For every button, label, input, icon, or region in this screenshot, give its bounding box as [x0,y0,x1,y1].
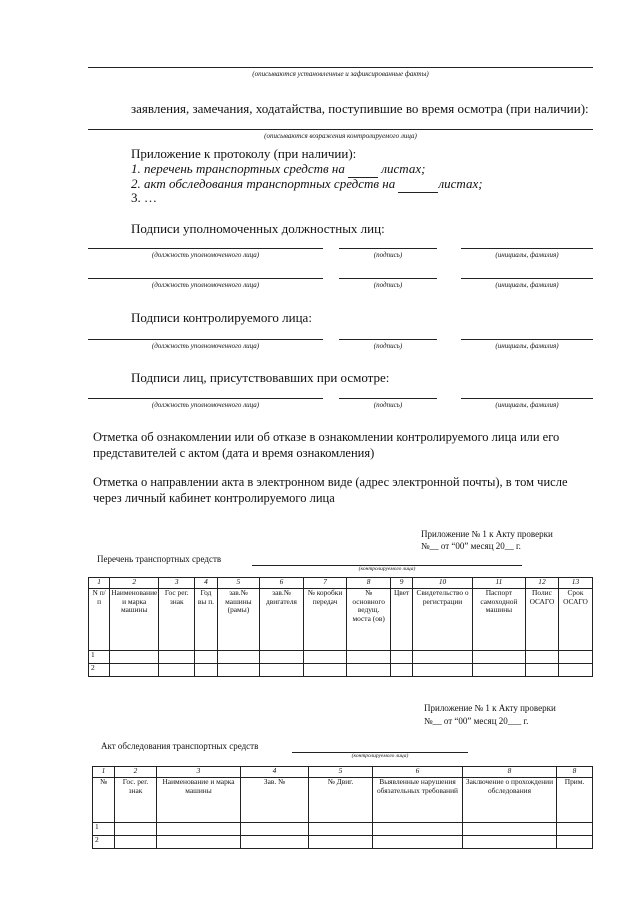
sig2-position-caption: (должность уполномоченного лица) [151,281,260,289]
row-number: 2 [93,836,115,849]
sig4-signature-line [339,398,437,399]
facts-caption: (описываются установленные и зафиксированные факты) [252,70,429,78]
appendix-item-2-suffix: листах; [438,176,483,191]
table-row [89,651,593,664]
sig3-initials-line [461,339,593,340]
appendix2-title-line1: Приложение № 1 к Акту проверки [424,703,556,713]
col-number: 9 [390,578,412,589]
row-number: 1 [89,651,110,664]
sig4-initials-caption: (инициалы, фамилия) [495,401,559,409]
act-table-header-row [93,778,593,823]
col-number: 6 [260,578,304,589]
col-number: 3 [159,578,195,589]
col-number: 10 [413,578,473,589]
vehicle-list-caption: (контролируемого лица) [358,566,416,572]
sig2-signature-caption: (подпись) [373,281,403,289]
sig2-initials-line [461,278,593,279]
col-header: Заключение о прохождении обследования [463,778,557,823]
sig1-position-line [88,248,323,249]
col-number: 8 [557,767,593,778]
sig3-signature-line [339,339,437,340]
controlled-heading: Подписи контролируемого лица: [131,310,312,325]
act-table-number-row [93,767,593,778]
col-number: 1 [89,578,110,589]
table-row [93,836,593,849]
present-heading: Подписи лиц, присутствовавших при осмотре: [131,370,390,385]
electronic-note: Отметка о направлении акта в электронном виде (адрес электронной почты), в том числе через личный кабинет контролируемого лица [93,475,568,505]
col-header: зав.№ машины (рамы) [217,589,260,651]
col-header: Свидетельство о регистрации [413,589,473,651]
col-number: 6 [373,767,463,778]
sig1-position-caption: (должность уполномоченного лица) [151,251,260,259]
col-number: 4 [241,767,309,778]
sig1-initials-caption: (инициалы, фамилия) [495,251,559,259]
inspection-act-label: Акт обследования транспортных средств [101,741,259,751]
sig2-signature-line [339,278,437,279]
col-header: N п/ п [89,589,110,651]
col-number: 1 [93,767,115,778]
sig3-position-line [88,339,323,340]
col-number: 11 [472,578,525,589]
vehicle-list-table [88,577,593,677]
inspection-act-table [92,766,593,849]
appendix-heading: Приложение к протоколу (при наличии): [131,146,357,161]
col-header: Год вы п. [195,589,217,651]
sig2-position-line [88,278,323,279]
sig1-signature-line [339,248,437,249]
statements-caption: (описываются возражения контролируемого лица) [264,132,417,140]
col-header: Цвет [390,589,412,651]
table-row [89,664,593,677]
vehicle-list-label: Перечень транспортных средств [97,554,222,564]
col-header: № коробки передач [303,589,347,651]
sig4-signature-caption: (подпись) [373,401,403,409]
appendix-item-2 [131,176,483,193]
sig4-position-line [88,398,323,399]
col-number: 12 [525,578,558,589]
sig3-position-caption: (должность уполномоченного лица) [151,342,260,350]
vehicle-table-number-row [89,578,593,589]
col-number: 5 [217,578,260,589]
acknowledgement-note: Отметка об ознакомлении или об отказе в ознакомлении контролируемого лица или его представителей с актом (дата и время ознакомления) [93,430,560,460]
appendix-item-2-blank [398,176,438,193]
sig3-signature-caption: (подпись) [373,342,403,350]
statements-label: заявления, замечания, ходатайства, поступившие во время осмотра (при наличии): [131,101,589,116]
appendix2-title-line2: №__ от “00” месяц 20___ г. [424,716,529,726]
col-header: Гос рег. знак [159,589,195,651]
appendix1-title-line1: Приложение № 1 к Акту проверки [421,529,553,539]
appendix-item-2-prefix: 2. акт обследования транспортных средств на [131,176,399,191]
appendix-item-3: 3. … [131,190,157,205]
col-number: 7 [303,578,347,589]
inspection-act-caption: (контролируемого лица) [351,753,409,759]
col-header: Наименование и марка машины [157,778,241,823]
col-number: 8 [347,578,391,589]
appendix-item-1-suffix: листах; [378,161,426,176]
col-header: Зав. № [241,778,309,823]
col-header: Срок ОСАГО [558,589,592,651]
sig4-position-caption: (должность уполномоченного лица) [151,401,260,409]
sig2-initials-caption: (инициалы, фамилия) [495,281,559,289]
col-header: зав.№ двигателя [260,589,304,651]
vehicle-table-header-row [89,589,593,651]
col-number: 3 [157,767,241,778]
col-header: № Двиг. [309,778,373,823]
table-row [93,823,593,836]
appendix1-title-line2: №__ от “00” месяц 20__ г. [421,541,521,551]
col-header: Наименование и марка машины [110,589,159,651]
col-header: № основного ведущ. моста (ов) [347,589,391,651]
officials-heading: Подписи уполномоченных должностных лиц: [131,221,385,236]
col-number: 4 [195,578,217,589]
col-number: 2 [115,767,157,778]
col-number: 2 [110,578,159,589]
statements-line [88,129,593,130]
col-header: Прим. [557,778,593,823]
facts-line [88,67,593,68]
col-header: Полис ОСАГО [525,589,558,651]
col-header: Выявленные нарушения обязательных требований [373,778,463,823]
col-number: 8 [463,767,557,778]
col-number: 5 [309,767,373,778]
col-header: № [93,778,115,823]
col-header: Паспорт самоходной машины [472,589,525,651]
row-number: 1 [93,823,115,836]
row-number: 2 [89,664,110,677]
col-number: 13 [558,578,592,589]
col-header: Гос. рег. знак [115,778,157,823]
sig1-initials-line [461,248,593,249]
sig1-signature-caption: (подпись) [373,251,403,259]
sig3-initials-caption: (инициалы, фамилия) [495,342,559,350]
appendix-item-1-prefix: 1. перечень транспортных средств на [131,161,349,176]
sig4-initials-line [461,398,593,399]
